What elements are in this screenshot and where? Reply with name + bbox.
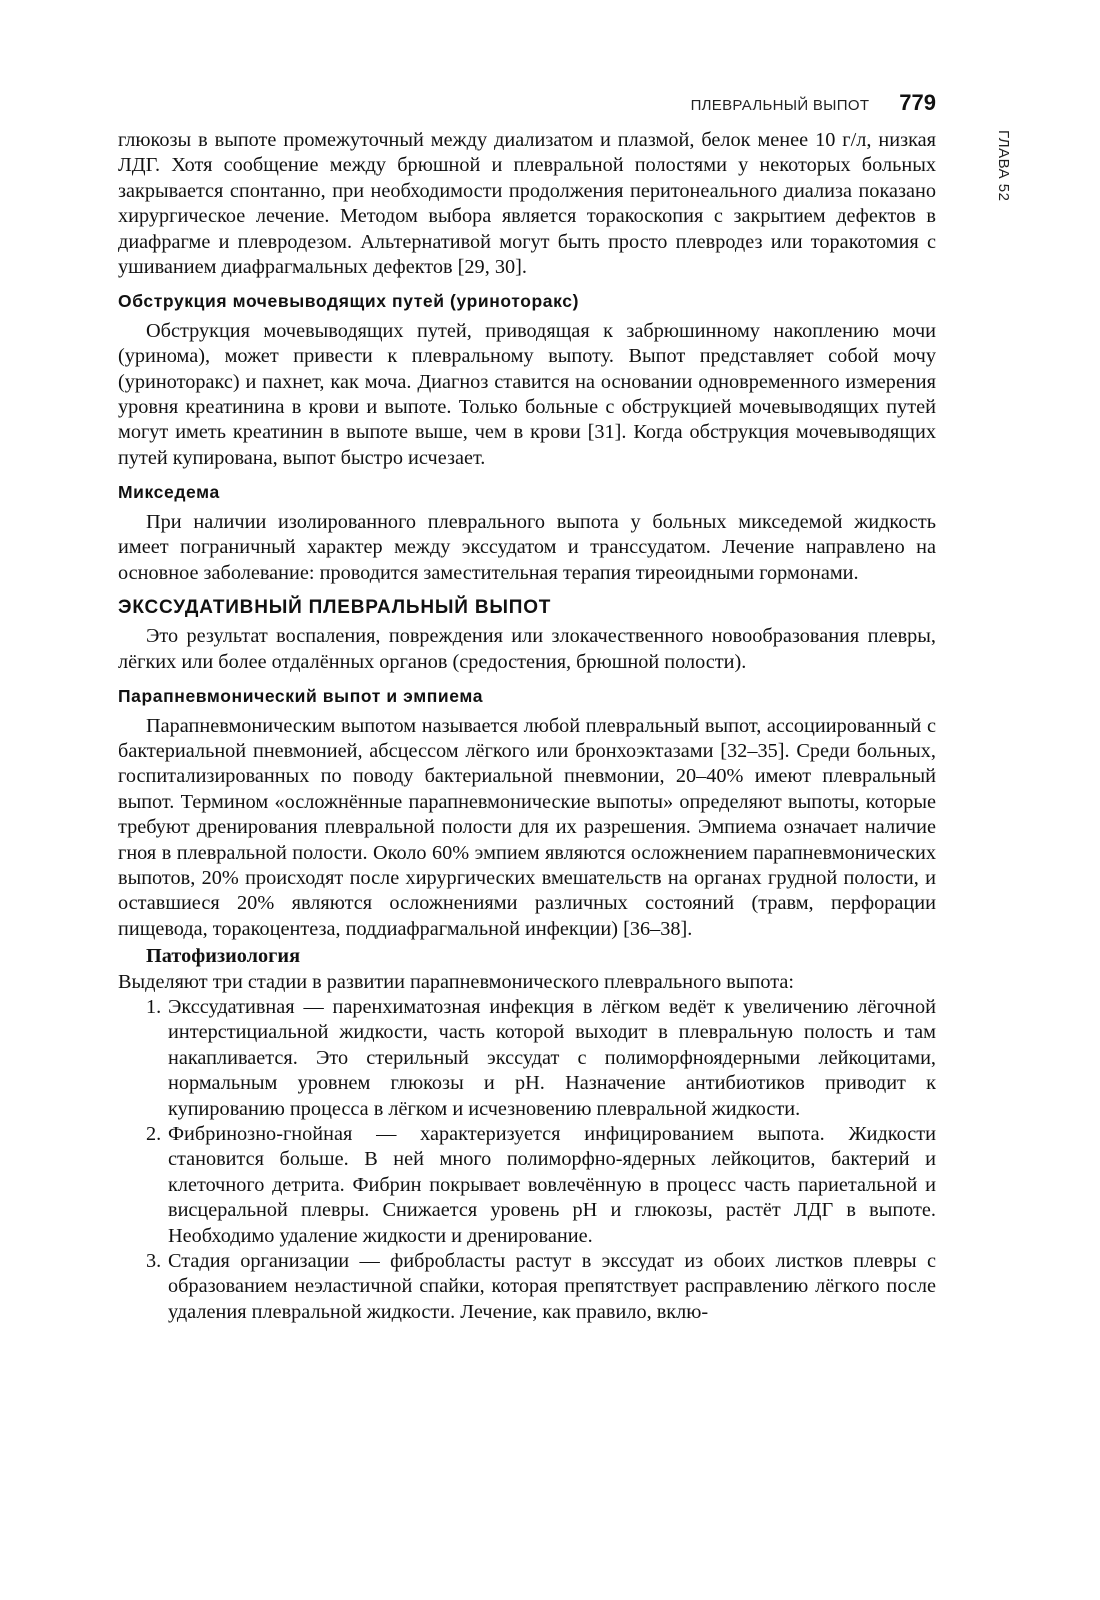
- list-item-number: 3.: [146, 1250, 162, 1273]
- heading-parapneumonic: Парапневмонический выпот и эмпиема: [118, 686, 484, 707]
- list-item-number: 1.: [146, 996, 162, 1018]
- paragraph-urinothorax: Обструкция мочевыводящих путей, приводящая к забрюшинному накоплению мочи (уринома), может привести к плевральному выпоту. Выпот представляет собой мочу (уриноторакс) и пахнет, как моча. Диагноз ставится на основании одновременного измерения уровня креатинина в крови и выпоте. Только больные с обструкцией мочевыводящих путей могут иметь креатинин в выпоте выше, чем в крови [31]. Когда обструкция мочевыводящих путей купирована, выпот быстро исчезает.: [118, 319, 936, 469]
- list-item: [146, 1122, 936, 1249]
- list-item-text: Экссудативная — паренхиматозная инфекция в лёгком ведёт к увеличению лёгочной интерстициальной жидкости, часть которой выходит в плевральную полость и там накапливается. Это стерильный экссудат с полиморфноядерными лейкоцитами, нормальным уровнем глюкозы и pH. Назначение антибиотиков приводит к купированию процесса в лёгком и исчезновению плевральной жидкости.: [168, 996, 936, 1120]
- list-item-number: 2.: [146, 1123, 162, 1146]
- paragraph-intro: глюкозы в выпоте промежуточный между диализатом и плазмой, белок менее 10 г/л, низкая ЛДГ. Хотя сообщение между брюшной и плевральной полостями у некоторых больных закрывается спонтанно, при необходимости продолжения перитонеального диализа показано хирургическое лечение. Методом выбора является торакоскопия с закрытием дефектов в диафрагме и плевродезом. Альтернативой могут быть просто плевродез или торакотомия с ушиванием диафрагмальных дефектов [29, 30].: [118, 129, 936, 279]
- heading-myxedema: Микседема: [118, 482, 220, 503]
- paragraph-myxedema: При наличии изолированного плеврального выпота у больных микседемой жидкость имеет пограничный характер между экссудатом и транссудатом. Лечение направлено на основное заболевание: проводится заместительная терапия тиреоидными гормонами.: [118, 510, 936, 584]
- paragraph-parapneumonic: Парапневмоническим выпотом называется любой плевральный выпот, ассоциированный с бактериальной пневмонией, абсцессом лёгкого или бронхоэктазами [32–35]. Среди больных, госпитализированных по поводу бактериальной пневмонии, 20–40% имеют плевральный выпот. Термином «осложнённые парапневмонические выпоты» определяют выпоты, которые требуют дренирования плевральной полости для их разрешения. Эмпиема означает наличие гноя в плевральной полости. Около 60% эмпием являются осложнением парапневмонических выпотов, 20% происходят после хирургических вмешательств на органах грудной полости, и оставшиеся 20% являются осложнениями различных состояний (травм, перфорации пищевода, торакоцентеза, поддиафрагмальной инфекции) [36–38].: [118, 714, 936, 940]
- list-item: [146, 995, 936, 1122]
- running-title: ПЛЕВРАЛЬНЫЙ ВЫПОТ: [690, 97, 870, 114]
- paragraph-stages-intro: Выделяют три стадии в развитии парапневмонического плеврального выпота:: [118, 970, 794, 993]
- heading-exudative-effusion: ЭКССУДАТИВНЫЙ ПЛЕВРАЛЬНЫЙ ВЫПОТ: [118, 596, 552, 618]
- list-item-text: Фибринозно-гнойная — характеризуется инфицированием выпота. Жидкости становится больше. В ней много полиморфно-ядерных лейкоцитов, бактерий и клеточного детрита. Фибрин покрывает вовлечённую в процесс часть париетальной и висцеральной плевры. Снижается уровень pH и глюкозы, растёт ЛДГ в выпоте. Необходимо удаление жидкости и дренирование.: [168, 1123, 936, 1247]
- list-item-text: Стадия организации — фибробласты растут в экссудат из обоих листков плевры с образованием неэластичной спайки, которая препятствует расправлению лёгкого после удаления плевральной жидкости. Лечение, как правило, вклю-: [168, 1250, 936, 1323]
- heading-urinothorax: Обструкция мочевыводящих путей (уриноторакс): [118, 291, 580, 312]
- page-number: 779: [899, 90, 936, 115]
- stages-list: [146, 995, 936, 1325]
- paragraph-exudative: Это результат воспаления, повреждения или злокачественного новообразования плевры, лёгких или более отдалённых органов (средостения, брюшной полости).: [118, 625, 936, 673]
- heading-pathophysiology: Патофизиология: [146, 945, 301, 968]
- page-body: [118, 128, 936, 1325]
- chapter-side-label: ГЛАВА 52: [995, 130, 1012, 202]
- running-header: [118, 90, 936, 120]
- list-item: [146, 1249, 936, 1325]
